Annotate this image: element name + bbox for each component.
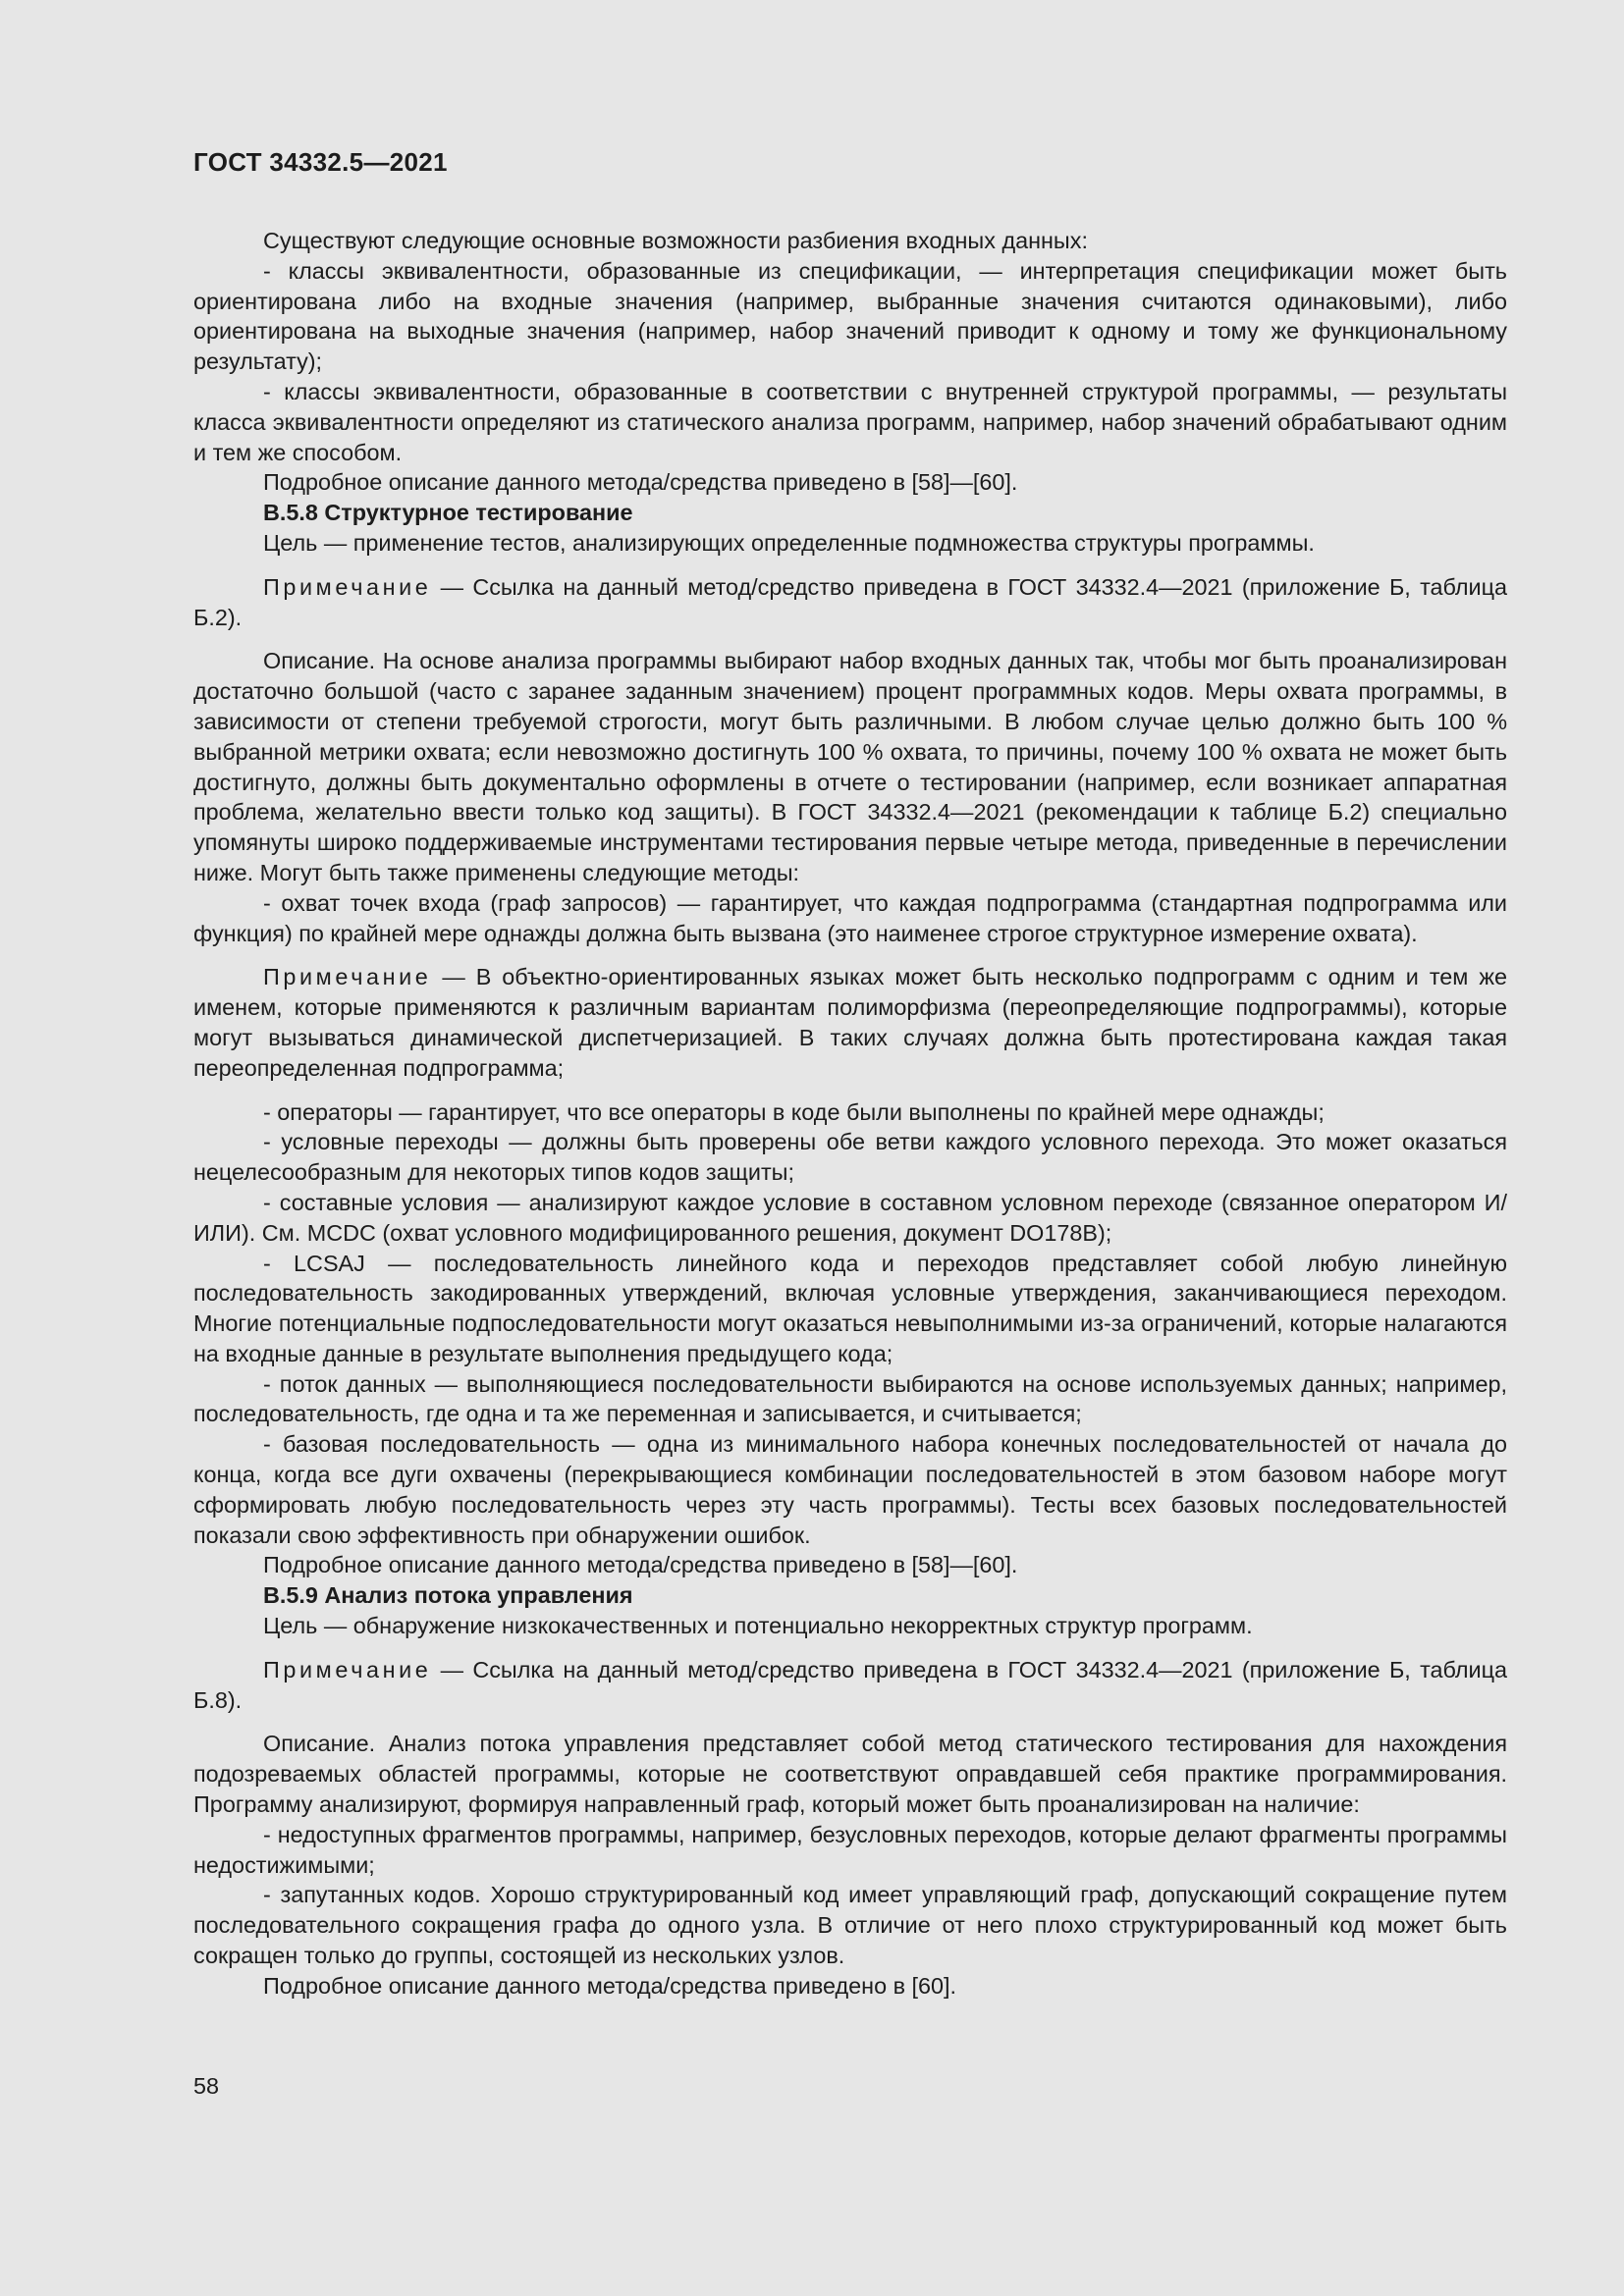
note-label: Примечание xyxy=(263,1656,432,1682)
reference-paragraph: Подробное описание данного метода/средства приведено в [58]—[60]. xyxy=(263,469,1018,496)
list-item: - условные переходы — должны быть проверены обе ветви каждого условного перехода. Это может оказаться нецелесообразным для некоторых типов кодов защиты; xyxy=(193,1129,1507,1186)
note xyxy=(193,1655,1507,1716)
note-text: — Ссылка на данный метод/средство приведена в ГОСТ 34332.4—2021 (приложение Б, таблица Б.2). xyxy=(193,573,1507,630)
goal-paragraph: Цель — обнаружение низкокачественных и потенциально некорректных структур программ. xyxy=(263,1613,1253,1639)
document-header: ГОСТ 34332.5—2021 xyxy=(193,147,448,177)
list-item: - операторы — гарантирует, что все операторы в коде были выполнены по крайней мере однажды; xyxy=(263,1098,1325,1125)
section-heading-b58: В.5.8 Структурное тестирование xyxy=(263,500,633,526)
note-label: Примечание xyxy=(263,573,432,600)
list-item: - поток данных — выполняющиеся последовательности выбираются на основе используемых данных; например, последовательность, где одна и та же переменная и записывается, и считывается; xyxy=(193,1370,1507,1427)
list-item: - классы эквивалентности, образованные в соответствии с внутренней структурой программы, — результаты класса эквивалентности определяют из статического анализа программ, например, набор значений обрабатывают одним и тем же способом. xyxy=(193,378,1507,465)
list-item: - недоступных фрагментов программы, например, безусловных переходов, которые делают фрагменты программы недостижимыми; xyxy=(193,1821,1507,1878)
note xyxy=(193,962,1507,1083)
section-heading-b59: В.5.9 Анализ потока управления xyxy=(263,1582,633,1609)
list-item: - охват точек входа (граф запросов) — гарантирует, что каждая подпрограмма (стандартная подпрограмма или функция) по крайней мере однажды должна быть вызвана (это наименее строгое структурное измерение охвата). xyxy=(193,889,1507,946)
reference-paragraph: Подробное описание данного метода/средства приведено в [58]—[60]. xyxy=(263,1552,1018,1578)
reference-paragraph: Подробное описание данного метода/средства приведено в [60]. xyxy=(263,1972,957,1999)
note-text: — Ссылка на данный метод/средство приведена в ГОСТ 34332.4—2021 (приложение Б, таблица Б.8). xyxy=(193,1656,1507,1713)
list-item: - базовая последовательность — одна из минимального набора конечных последовательностей от начала до конца, когда все дуги охвачены (перекрывающиеся комбинации последовательностей в этом базовом наборе могут сформировать любую последовательность через эту часть программы). Тесты всех базовых последовательностей показали свою эффективность при обнаружении ошибок. xyxy=(193,1431,1507,1548)
paragraph: Существуют следующие основные возможности разбиения входных данных: xyxy=(263,228,1088,253)
list-item: - LCSAJ — последовательность линейного кода и переходов представляет собой любую линейную последовательность закодированных утверждений, включая условные утверждения, заканчивающиеся переходом. Многие потенциальные подпоследовательности могут оказаться невыполнимыми из-за ограничений, которые налагаются на входные данные в результате выполнения предыдущего кода; xyxy=(193,1250,1507,1366)
note-text: — В объектно-ориентированных языках может быть несколько подпрограмм с одним и тем же именем, которые применяются к различным вариантам полиморфизма (переопределяющие подпрограммы), которые могут вызываться динамической диспетчеризацией. В таких случаях должна быть протестирована каждая такая переопределенная подпрограмма; xyxy=(193,964,1507,1081)
description-paragraph: Описание. Анализ потока управления представляет собой метод статического тестирования для нахождения подозреваемых областей программы, которые не соответствуют оправдавшей себя практике программирования. Программу анализируют, формируя направленный граф, который может быть проанализирован на наличие: xyxy=(193,1731,1507,1818)
goal-paragraph: Цель — применение тестов, анализирующих определенные подмножества структуры программы. xyxy=(263,529,1315,556)
note xyxy=(193,572,1507,633)
list-item: - запутанных кодов. Хорошо структурированный код имеет управляющий граф, допускающий сокращение путем последовательного сокращения графа до одного узла. В отличие от него плохо структурированный код может быть сокращен только до группы, состоящей из нескольких узлов. xyxy=(193,1882,1507,1969)
page-number: 58 xyxy=(193,2073,220,2099)
document-body xyxy=(193,226,1507,2002)
note-label: Примечание xyxy=(263,964,432,990)
description-paragraph: Описание. На основе анализа программы выбирают набор входных данных так, чтобы мог быть проанализирован достаточно большой (часто с заранее заданным значением) процент программных кодов. Меры охвата программы, в зависимости от степени требуемой строгости, могут быть различными. В любом случае целью должно быть 100 % выбранной метрики охвата; если невозможно достигнуть 100 % охвата, то причины, почему 100 % охвата не может быть достигнуто, должны быть документально оформлены в отчете о тестировании (например, если возникает аппаратная проблема, желательно ввести только код защиты). В ГОСТ 34332.4—2021 (рекомендации к таблице Б.2) специально упомянуты широко поддерживаемые инструментами тестирования первые четыре метода, приведенные в перечислении ниже. Могут быть также применены следующие методы: xyxy=(193,648,1507,885)
list-item: - составные условия — анализируют каждое условие в составном условном переходе (связанное оператором И/ИЛИ). См. MCDC (охват условного модифицированного решения, документ DO178B); xyxy=(193,1189,1507,1246)
list-item: - классы эквивалентности, образованные из спецификации, — интерпретация спецификации может быть ориентирована либо на входные значения (например, выбранные значения считаются одинаковыми), либо ориентирована на выходные значения (например, набор значений приводит к одному и тому же функциональному результату); xyxy=(193,257,1507,375)
